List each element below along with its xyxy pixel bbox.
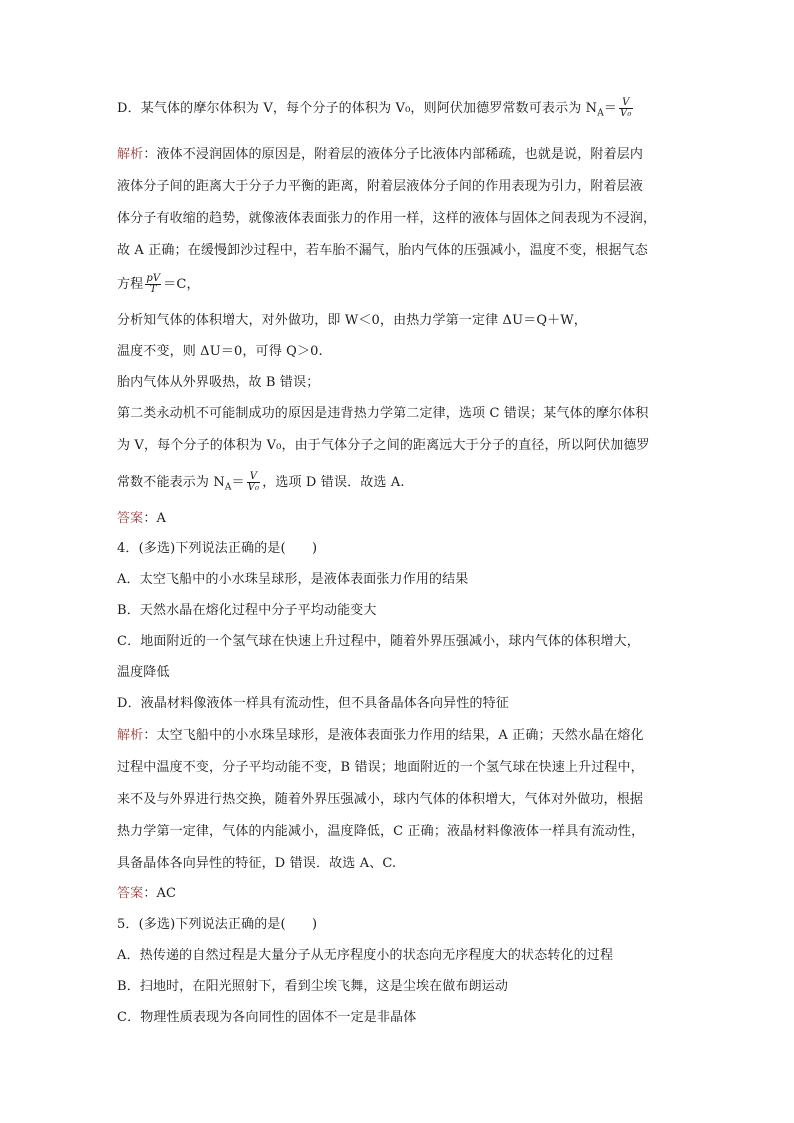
equation-line: 常数不能表示为 $N_A=$ $\frac{V}{\text{V₀}}$ ，选项 D 错误．故选 A.: [117, 471, 405, 493]
fraction: $\frac{pV}{T}$: [146, 273, 161, 295]
option-b: B．天然水晶在熔化过程中分子平均动能变大: [117, 603, 377, 618]
answer-label: 答案: [117, 886, 144, 901]
text-line: 故 A 正确；在缓慢卸沙过程中，若车胎不漏气，胎内气体的压强减小，温度不变，根据气态: [117, 243, 648, 258]
analysis-label: 解析: [117, 147, 144, 162]
question-title: 5．(多选)下列说法正确的是( ): [117, 917, 318, 932]
option-c-cont: 温度降低: [117, 665, 170, 680]
text-line: 来不及与外界进行热交换，随着外界压强减小，球内气体的体积增大，气体对外做功，根据: [117, 792, 644, 807]
option-c: C．地面附近的一个氢气球在快速上升过程中，随着外界压强减小，球内气体的体积增大，: [117, 634, 640, 649]
text-line: 体分子有收缩的趋势，就像液体表面张力的作用一样，这样的液体与固体之间表现为不浸润，: [117, 211, 657, 226]
analysis-line: 解析：液体不浸润固体的原因是，附着层的液体分子比液体内部稀疏，也就是说，附着层内: [117, 147, 644, 162]
option-a: A．热传递的自然过程是大量分子从无序程度小的状态向无序程度大的状态转化的过程: [117, 948, 614, 963]
text-line: 过程中温度不变，分子平均动能不变，B 错误；地面附近的一个氢气球在快速上升过程中，: [117, 760, 644, 775]
question-title: 4．(多选)下列说法正确的是( ): [117, 541, 318, 556]
text-line: 分析知气体的体积增大，对外做功，即 W＜0，由热力学第一定律 ΔU＝Q＋W，: [117, 313, 587, 328]
option-a: A．太空飞船中的小水珠呈球形，是液体表面张力作用的结果: [117, 572, 469, 587]
text-line: 为 V，每个分子的体积为 V₀，由于气体分子之间的距离远大于分子的直径，所以阿伏加德罗: [117, 438, 650, 453]
option-c: C．物理性质表现为各向同性的固体不一定是非晶体: [117, 1010, 417, 1025]
fraction: $\frac{V}{\text{V₀}}$: [247, 471, 260, 493]
text-line: 胎内气体从外界吸热，故 B 错误；: [117, 375, 320, 390]
text-line: 温度不变，则 ΔU＝0，可得 Q＞0.: [117, 344, 323, 359]
option-b: B．扫地时，在阳光照射下，看到尘埃飞舞，这是尘埃在做布朗运动: [117, 979, 509, 994]
option-d-line: D．某气体的摩尔体积为 V，每个分子的体积为 V₀，则阿伏加德罗常数可表示为 $N_A=$ $\frac{V}{\text{V₀}}$: [117, 97, 632, 119]
fraction: $\frac{V}{\text{V₀}}$: [620, 97, 632, 119]
text-line: 具备晶体各向异性的特征，D 错误．故选 A、C.: [117, 856, 397, 871]
answer-line: 答案：AC: [117, 886, 177, 901]
analysis-line: 解析：太空飞船中的小水珠呈球形，是液体表面张力作用的结果，A 正确；天然水晶在熔化: [117, 728, 644, 743]
text-line: 热力学第一定律，气体的内能减小，温度降低，C 正确；液晶材料像液体一样具有流动性，: [117, 824, 645, 839]
analysis-label: 解析: [117, 728, 144, 743]
option-d: D．液晶材料像液体一样具有流动性，但不具备晶体各向异性的特征: [117, 696, 509, 711]
text-line: 液体分子间的距离大于分子力平衡的距离，附着层液体分子间的作用表现为引力，附着层液: [117, 179, 644, 194]
answer-line: 答案：A: [117, 511, 167, 526]
text-line: 第二类永动机不可能制成功的原因是违背热力学第二定律，选项 C 错误；某气体的摩尔体积: [117, 406, 649, 421]
answer-label: 答案: [117, 511, 144, 526]
equation-line: 方程 $\frac{pV}{T}$ ＝C，: [117, 273, 200, 295]
